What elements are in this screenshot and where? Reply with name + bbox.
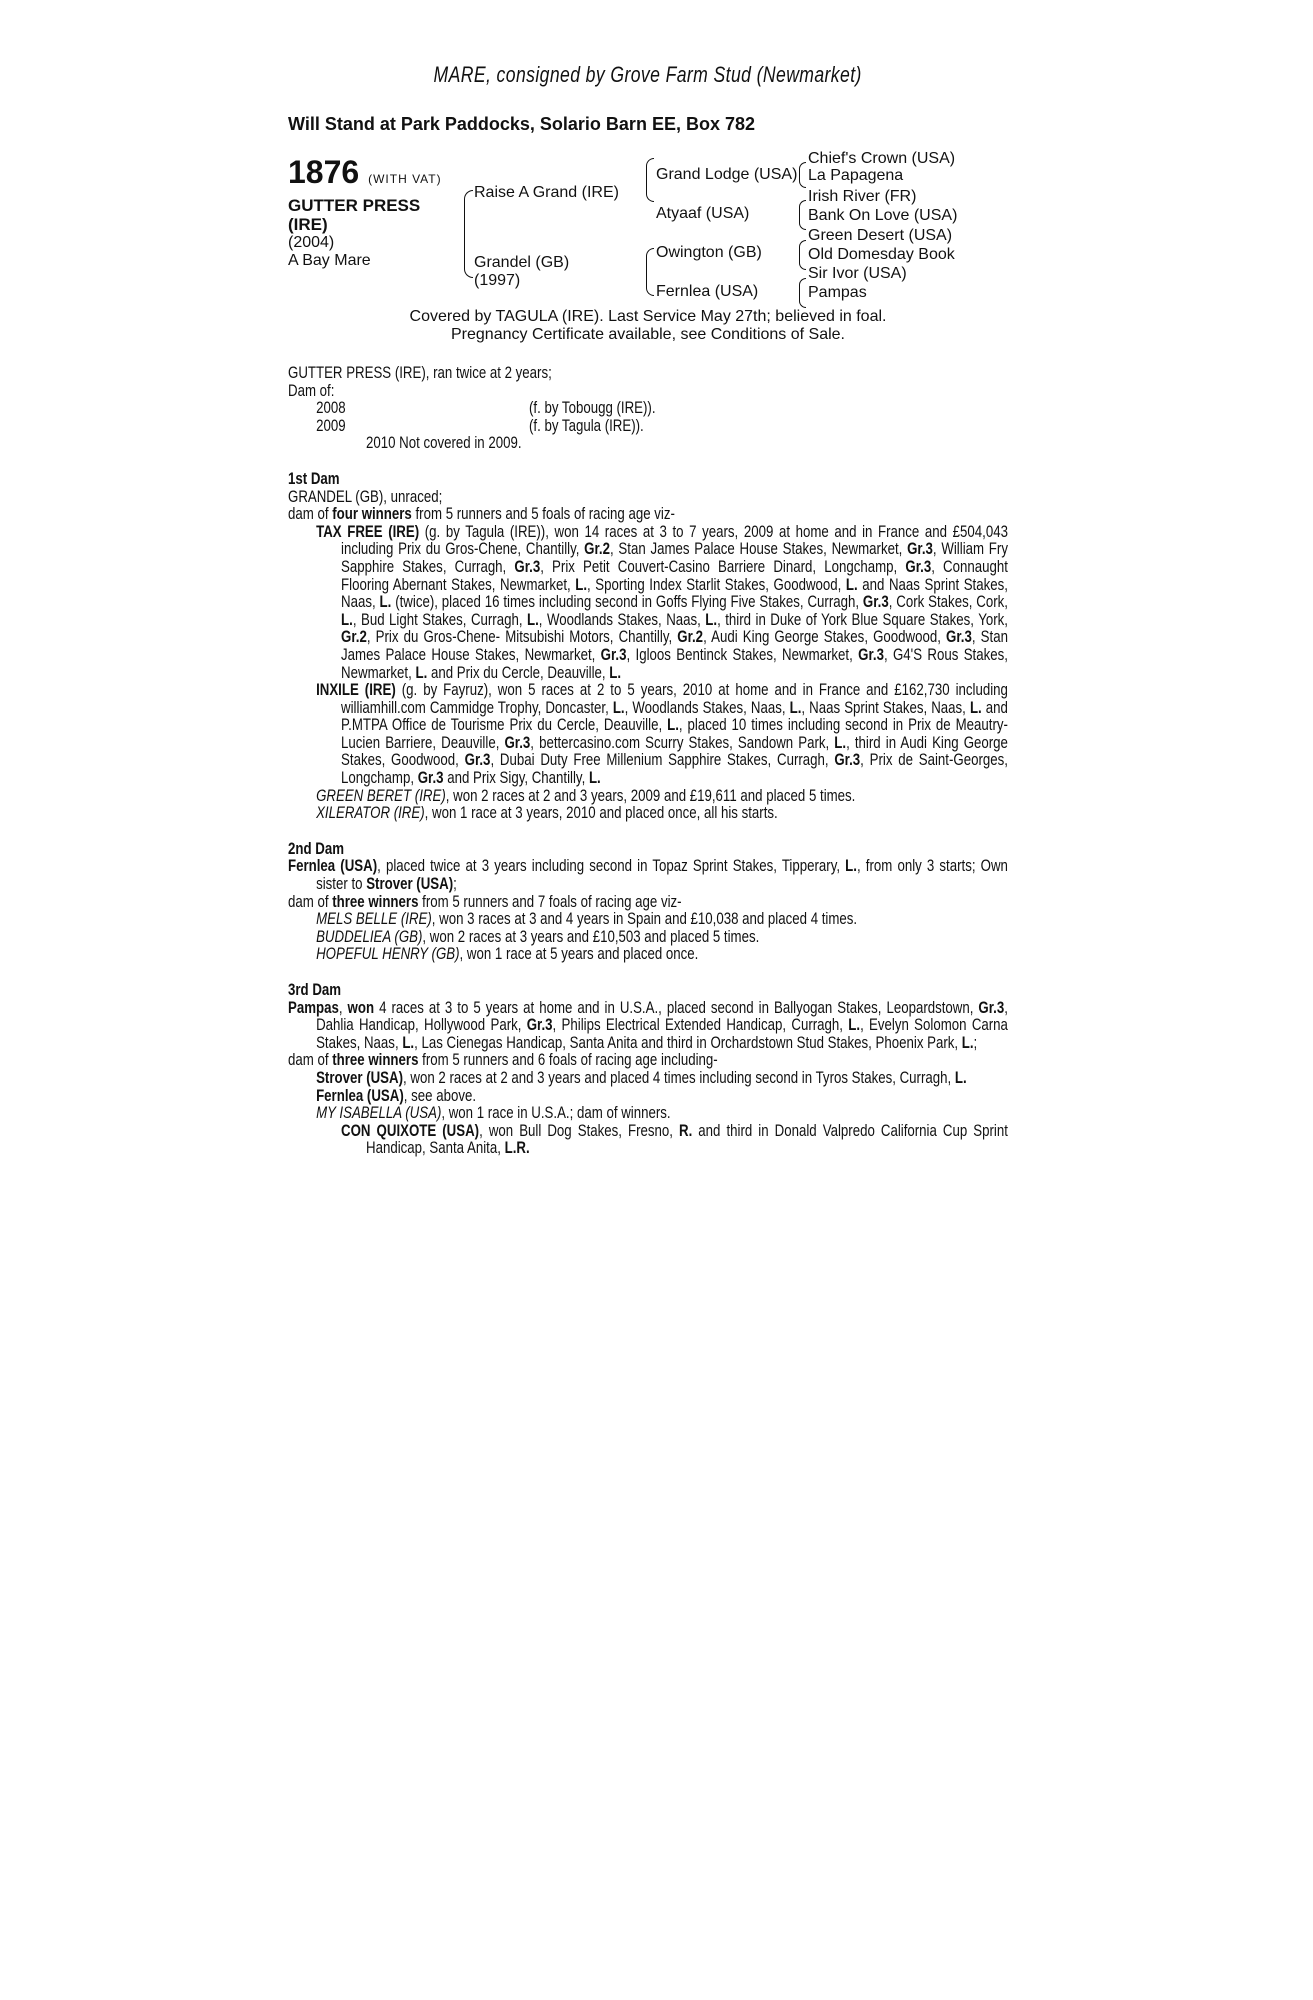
progeny-name: BUDDELIEA (GB) bbox=[316, 926, 423, 946]
grade: L. bbox=[969, 697, 982, 717]
pedigree-dd: Fernlea (USA) bbox=[656, 283, 759, 300]
grade: L. bbox=[845, 574, 858, 594]
brace-gen1 bbox=[464, 190, 473, 278]
third-dam-heading: 3rd Dam bbox=[288, 980, 342, 999]
grade: Gr.3 bbox=[834, 750, 861, 770]
text: , placed twice at 3 years including second in Topaz Sprint Stakes, Tipperary, bbox=[377, 856, 846, 876]
pedigree-ss: Grand Lodge (USA) bbox=[656, 166, 798, 183]
text: , from only 3 starts; Own sister to bbox=[316, 856, 1008, 894]
grade: Gr.3 bbox=[858, 644, 884, 664]
body-text bbox=[288, 364, 1008, 1157]
first-dam-line: GRANDEL (GB), unraced; bbox=[288, 486, 443, 506]
text: from 5 runners and 6 foals of racing age including- bbox=[418, 1050, 718, 1070]
produce-dam-of: Dam of: bbox=[288, 380, 335, 400]
pedigree-sdd: Bank On Love (USA) bbox=[808, 207, 958, 224]
grade: Gr.3 bbox=[504, 732, 531, 752]
grade: Gr.3 bbox=[417, 768, 444, 788]
grade: L. bbox=[527, 609, 539, 629]
grade: L. bbox=[575, 574, 588, 594]
brace-ss bbox=[799, 162, 806, 188]
horse-year: (2004) bbox=[288, 234, 335, 251]
covered-line: Covered by TAGULA (IRE). Last Service May 27th; believed in foal. bbox=[409, 308, 887, 325]
pedigree-dss: Green Desert (USA) bbox=[808, 227, 953, 244]
grade: Gr.3 bbox=[514, 556, 541, 576]
produce-year: 2008 bbox=[316, 398, 346, 418]
brace-sd bbox=[799, 200, 806, 230]
text: ; bbox=[453, 874, 457, 894]
grade: L. bbox=[845, 856, 857, 876]
grade: Gr.2 bbox=[341, 627, 367, 647]
produce-row-2008 bbox=[288, 399, 1008, 417]
grade: Gr.3 bbox=[862, 592, 889, 612]
grade: Gr.3 bbox=[464, 750, 491, 770]
produce-row-2009 bbox=[288, 417, 1008, 435]
text: dam of bbox=[288, 504, 333, 524]
grade: L. bbox=[848, 1015, 861, 1035]
grade: L. bbox=[341, 609, 353, 629]
grade: L. bbox=[612, 697, 625, 717]
grade: R. bbox=[678, 1120, 693, 1140]
grade: L. bbox=[667, 715, 679, 735]
progeny-record: , won 1 race at 3 years, 2010 and placed once, all his starts. bbox=[424, 803, 778, 823]
won-label: won bbox=[347, 997, 375, 1017]
brace-dam bbox=[646, 248, 654, 296]
pedigree-ds: Owington (GB) bbox=[656, 244, 762, 261]
grade: Gr.3 bbox=[907, 539, 933, 559]
progeny-tax-free bbox=[288, 523, 1008, 681]
grade: L. bbox=[402, 1032, 415, 1052]
brace-sire bbox=[646, 158, 654, 202]
progeny-name: MY ISABELLA (USA) bbox=[316, 1103, 442, 1123]
produce-note: (f. by Tagula (IRE)). bbox=[529, 415, 644, 435]
third-dam-dam-of bbox=[288, 1051, 1008, 1069]
progeny-fernlea bbox=[288, 1087, 1008, 1105]
progeny-name: CON QUIXOTE (USA) bbox=[341, 1120, 480, 1140]
lot-number: 1876 (WITH VAT) bbox=[288, 154, 442, 190]
pedigree-dam-year: (1997) bbox=[474, 272, 521, 289]
progeny-name: INXILE (IRE) bbox=[316, 680, 396, 700]
grade: Gr.3 bbox=[978, 997, 1005, 1017]
grade: L. bbox=[789, 697, 802, 717]
winners-count: four winners bbox=[332, 504, 412, 524]
grade: Gr.2 bbox=[584, 539, 610, 559]
produce-row-2010: 2010 Not covered in 2009. bbox=[366, 433, 522, 453]
horse-country: (IRE) bbox=[288, 215, 328, 234]
stand-location: Will Stand at Park Paddocks, Solario Barn EE, Box 782 bbox=[288, 114, 755, 134]
pedigree-table bbox=[288, 152, 1008, 322]
pedigree-sds: Irish River (FR) bbox=[808, 188, 917, 205]
brace-dd bbox=[799, 278, 806, 308]
produce-year: 2009 bbox=[316, 415, 346, 435]
progeny-con-quixote bbox=[288, 1122, 1008, 1157]
grade: L. bbox=[609, 662, 622, 682]
grade: Gr.3 bbox=[946, 627, 972, 647]
text: 4 races at 3 to 5 years at home and in U.S.A., placed second in Ballyogan Stakes, Leopardstown, Gr.3, Dahlia Handicap, Hollywood Park, Gr.3, Philips Electrical Extended Handicap, Curragh, L., Evelyn Solomon Carna Stakes, Naas, L., Las Cienegas Handicap, Santa Anita and third in Orchardstown Stud Stakes, Phoenix Park, L.; bbox=[316, 997, 1008, 1052]
progeny-name: XILERATOR (IRE) bbox=[316, 803, 425, 823]
progeny-name: GREEN BERET (IRE) bbox=[316, 785, 446, 805]
grade: L. bbox=[379, 592, 392, 612]
progeny-inxile bbox=[288, 681, 1008, 787]
progeny-record: , won 1 race at 5 years and placed once. bbox=[459, 944, 699, 964]
grade: Gr.3 bbox=[600, 644, 627, 664]
winners-count: three winners bbox=[332, 1050, 419, 1070]
progeny-record: , won 2 races at 3 years and £10,503 and placed 5 times. bbox=[422, 926, 760, 946]
pedigree-sd: Atyaaf (USA) bbox=[656, 205, 750, 222]
text: dam of bbox=[288, 891, 333, 911]
progeny-mels-belle bbox=[288, 910, 1008, 928]
grade: L. bbox=[705, 609, 718, 629]
progeny-buddeliea bbox=[288, 928, 1008, 946]
progeny-my-isabella bbox=[288, 1104, 1008, 1122]
pedigree-dam: Grandel (GB) bbox=[474, 254, 570, 271]
covered-note bbox=[288, 308, 1008, 344]
grade: L. bbox=[588, 768, 601, 788]
third-dam-line: Pampas, won 4 races at 3 to 5 years at home and in U.S.A., placed second in Ballyogan Stakes, Leopardstown, Gr.3, Dahlia Handicap, Hollywood Park, Gr.3, Philips Electrical Extended Handicap, Curragh, L., Evelyn Solomon Carna Stakes, Naas, L., Las Cienegas Handicap, Santa Anita and third in Orchardstown Stud Stakes, Phoenix Park, L.; bbox=[288, 997, 1008, 1052]
text: dam of bbox=[288, 1050, 333, 1070]
progeny-name: Strover (USA) bbox=[316, 1067, 404, 1087]
progeny-record: , won 2 races at 2 and 3 years, 2009 and £19,611 and placed 5 times. bbox=[445, 785, 856, 805]
consignor-title: MARE, consigned by Grove Farm Stud (Newmarket) bbox=[433, 62, 863, 87]
horse-name: GUTTER PRESS bbox=[288, 196, 421, 215]
progeny-record: , won 2 races at 2 and 3 years and placed 4 times including second in Tyros Stakes, Curragh, L. bbox=[403, 1067, 967, 1087]
grade: Gr.3 bbox=[905, 556, 932, 576]
text: from 5 runners and 5 foals of racing age viz- bbox=[411, 504, 675, 524]
pedigree-sss: Chief's Crown (USA) bbox=[808, 150, 956, 167]
progeny-xilerator bbox=[288, 804, 1008, 822]
progeny-hopeful-henry bbox=[288, 945, 1008, 963]
grade: L. bbox=[834, 732, 847, 752]
catalogue-body bbox=[288, 364, 1211, 1157]
second-dam-line bbox=[288, 857, 1008, 892]
grade: L. bbox=[954, 1067, 967, 1087]
pedigree-ddd: Pampas bbox=[808, 284, 867, 301]
horse-description: A Bay Mare bbox=[288, 252, 371, 269]
grade: L. bbox=[961, 1032, 974, 1052]
grade: L. bbox=[415, 662, 428, 682]
first-dam-dam-of bbox=[288, 505, 1008, 523]
grade: Gr.3 bbox=[526, 1015, 553, 1035]
pedigree-dds: Sir Ivor (USA) bbox=[808, 265, 907, 282]
produce-intro: GUTTER PRESS (IRE), ran twice at 2 years; bbox=[288, 363, 552, 382]
progeny-name: Fernlea (USA) bbox=[316, 1085, 404, 1105]
pedigree-ssd: La Papagena bbox=[808, 167, 904, 184]
progeny-green-beret bbox=[288, 787, 1008, 805]
progeny-strover bbox=[288, 1069, 1008, 1087]
progeny-record: , won 3 races at 3 and 4 years in Spain and £10,038 and placed 4 times. bbox=[431, 909, 858, 929]
first-dam-heading: 1st Dam bbox=[288, 468, 340, 488]
pedigree-dsd: Old Domesday Book bbox=[808, 246, 955, 263]
winners-count: three winners bbox=[332, 891, 419, 911]
second-dam-heading: 2nd Dam bbox=[288, 838, 345, 858]
brace-ds bbox=[799, 240, 806, 270]
sister-name: Strover (USA) bbox=[366, 874, 454, 894]
dam-name: Pampas bbox=[288, 997, 339, 1017]
pedigree-sire: Raise A Grand (IRE) bbox=[474, 184, 619, 201]
produce-note: (f. by Tobougg (IRE)). bbox=[529, 398, 656, 418]
progeny-name: HOPEFUL HENRY (GB) bbox=[316, 944, 460, 964]
progeny-record: , won Bull Dog Stakes, Fresno, R. and third in Donald Valpredo California Cup Sprint Handicap, Santa Anita, L.R. bbox=[366, 1120, 1008, 1158]
progeny-record: (g. by Fayruz), won 5 races at 2 to 5 years, 2010 at home and in France and £162,730 including williamhill.com Cammidge Trophy, Doncaster, L., Woodlands Stakes, Naas, L., Naas Sprint Stakes, Naas, L. and P.MTPA Office de Tourisme Prix du Cercle, Deauville, L., placed 10 times including second in Prix de Meautry- Lucien Barriere, Deauville, Gr.3, bettercasino.com Scurry Stakes, Sandown Park, L., third in Audi King George Stakes, Goodwood, Gr.3, Dubai Duty Free Millenium Sapphire Stakes, Curragh, Gr.3, Prix de Saint-Georges, Longchamp, Gr.3 and Prix Sigy, Chantilly, L. bbox=[341, 680, 1008, 788]
grade: L.R. bbox=[504, 1138, 530, 1158]
progeny-record: , won 1 race in U.S.A.; dam of winners. bbox=[441, 1103, 671, 1123]
dam-name: Fernlea (USA) bbox=[288, 856, 378, 876]
grade: Gr.2 bbox=[677, 627, 704, 647]
text: from 5 runners and 7 foals of racing age viz- bbox=[418, 891, 682, 911]
certificate-line: Pregnancy Certificate available, see Conditions of Sale. bbox=[451, 326, 845, 343]
progeny-record: (g. by Tagula (IRE)), won 14 races at 3 to 7 years, 2009 at home and in France and £504,043 including Prix du Gros-Chene, Chantilly, Gr.2, Stan James Palace House Stakes, Newmarket, Gr.3, William Fry Sapphire Stakes, Curragh, Gr.3, Prix Petit Couvert-Casino Barriere Dinard, Longchamp, Gr.3, Connaught Flooring Abernant Stakes, Newmarket, L., Sporting Index Starlit Stakes, Goodwood, L. and Naas Sprint Stakes, Naas, L. (twice), placed 16 times including second in Goffs Flying Five Stakes, Curragh, Gr.3, Cork Stakes, Cork, L., Bud Light Stakes, Curragh, L., Woodlands Stakes, Naas, L., third in Duke of York Blue Square Stakes, York, Gr.2, Prix du Gros-Chene- Mitsubishi Motors, Chantilly, Gr.2, Audi King George Stakes, Goodwood, Gr.3, Stan James Palace House Stakes, Newmarket, Gr.3, Igloos Bentinck Stakes, Newmarket, Gr.3, G4'S Rous Stakes, Newmarket, L. and Prix du Cercle, Deauville, L. bbox=[341, 521, 1008, 682]
progeny-name: MELS BELLE (IRE) bbox=[316, 909, 432, 929]
second-dam-dam-of bbox=[288, 893, 1008, 911]
progeny-name: TAX FREE (IRE) bbox=[316, 521, 420, 541]
progeny-record: , see above. bbox=[403, 1085, 477, 1105]
